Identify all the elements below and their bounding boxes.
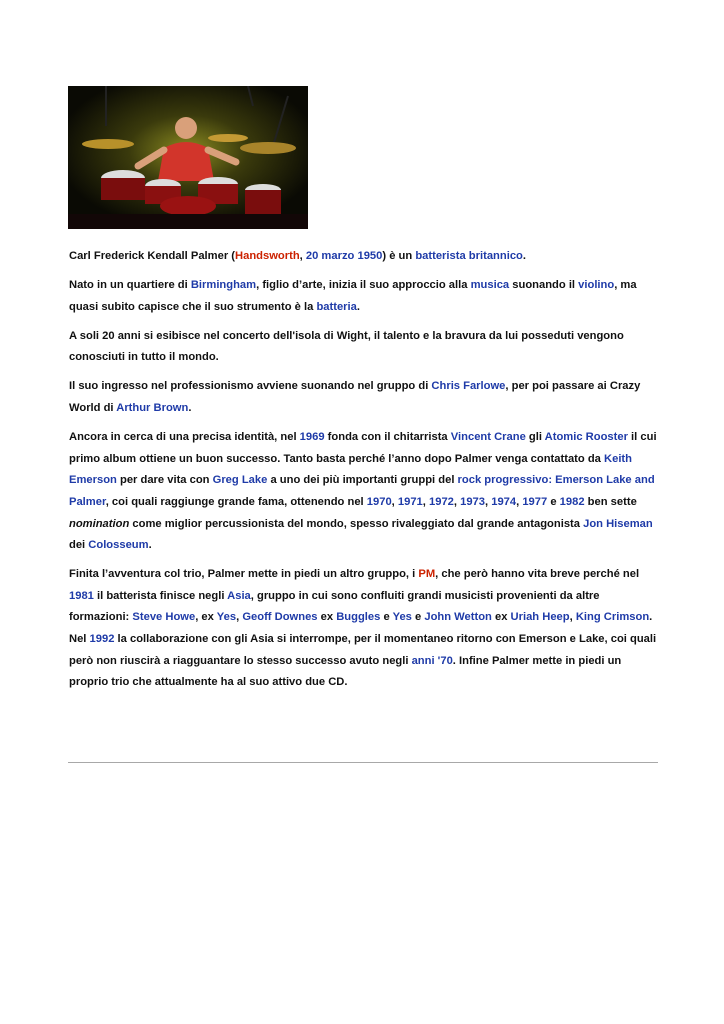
link-text[interactable]: Yes	[392, 611, 412, 624]
paragraph-text: Nato in un quartiere di	[69, 279, 191, 292]
paragraph-text: ex	[317, 611, 337, 624]
paragraph-text: ,	[299, 250, 306, 262]
paragraph-text: il cui primo album ottiene un buon successo. Tanto basta perché l’anno dopo Palmer venga contattato da	[69, 431, 657, 465]
link-text[interactable]: 1974	[491, 495, 517, 508]
paragraph-text: , figlio d’arte, inizia il suo approccio alla	[256, 279, 471, 292]
paragraph-text: ben sette	[584, 495, 637, 508]
paragraph-text: e	[547, 495, 560, 508]
link-text[interactable]: 1992	[89, 633, 115, 645]
paragraph-text: come miglior percussionista del mondo, spesso rivaleggiato dal grande antagonista	[129, 517, 584, 530]
link-text[interactable]: 1973	[460, 495, 485, 508]
link-text[interactable]: Vincent Crane	[450, 431, 526, 444]
paragraph-text: fonda con il chitarrista	[324, 431, 451, 444]
paragraph	[69, 376, 659, 419]
paragraph-text: gli	[525, 431, 545, 444]
paragraph-text: ,	[516, 495, 523, 508]
link-text[interactable]: batterista britannico	[415, 250, 523, 262]
link-text[interactable]: Uriah Heep	[510, 611, 570, 624]
link-text[interactable]: Jon Hiseman	[583, 517, 653, 530]
paragraph-text: .	[522, 250, 526, 262]
horizontal-divider	[68, 762, 658, 763]
paragraph-text: , che però hanno vita breve perché nel	[435, 568, 640, 581]
paragraph-text: dei	[69, 539, 89, 552]
paragraph-text: ,	[236, 611, 243, 624]
link-text[interactable]: musica	[470, 279, 510, 292]
paragraph-text: il batterista finisce negli	[93, 589, 228, 602]
link-text[interactable]: Greg Lake	[212, 474, 268, 487]
link-text[interactable]: Keith Emerson	[69, 452, 632, 487]
paragraph-text: Carl Frederick Kendall Palmer (	[69, 250, 236, 262]
link-text[interactable]: 1970	[366, 495, 392, 508]
drummer-photo	[68, 86, 308, 229]
italic-text: nomination	[69, 517, 130, 530]
paragraph-text: , gruppo in cui sono confluiti grandi musicisti provenienti da altre formazioni:	[69, 589, 600, 624]
link-text[interactable]: violino	[578, 279, 615, 292]
link-text[interactable]: PM	[418, 568, 436, 581]
link-text[interactable]: John Wetton	[424, 611, 492, 624]
link-text[interactable]: 1971	[397, 495, 423, 508]
link-text[interactable]: rock progressivo	[457, 474, 549, 487]
link-text[interactable]: 1977	[522, 495, 548, 508]
link-text[interactable]: Atomic Rooster	[544, 431, 628, 444]
paragraph	[69, 564, 659, 694]
paragraph-text: . Nel	[69, 611, 653, 645]
paragraph	[69, 275, 659, 318]
paragraph-text: A soli 20 anni si esibisce nel concerto dell'isola di Wight, il talento e la bravura da lui posseduti vengono conosciuti in tutto il mondo.	[69, 329, 624, 364]
paragraph-text: , ma quasi subito capisce che il suo strumento è la	[69, 279, 637, 313]
paragraph-text: e	[380, 611, 393, 624]
paragraph-text: ,	[453, 495, 461, 508]
paragraph-text: per dare vita con	[116, 474, 213, 487]
paragraph-text: la collaborazione con gli Asia si interrompe, per il momentaneo ritorno con Emerson e Lake, coi quali però non riuscirà a riagguantare lo stesso successo avuto negli	[69, 633, 657, 667]
paragraph-text: e	[411, 611, 425, 624]
link-text[interactable]: Geoff Downes	[242, 611, 318, 624]
paragraph-text: ,	[422, 495, 429, 508]
link-text[interactable]: 1982	[559, 495, 585, 508]
link-text[interactable]: :	[548, 474, 556, 487]
paragraph-text: .	[188, 402, 192, 415]
paragraph-text: a uno dei più importanti gruppi del	[267, 474, 458, 487]
link-text[interactable]: 20 marzo 1950	[305, 250, 383, 262]
link-text[interactable]: Emerson Lake and Palmer	[69, 474, 655, 508]
link-text[interactable]: Arthur Brown	[116, 402, 189, 415]
paragraph-text: , ex	[195, 611, 217, 624]
link-text[interactable]: anni '70	[411, 654, 453, 667]
link-text[interactable]: 1969	[299, 431, 325, 444]
paragraph-text: Finita l’avventura col trio, Palmer mette in piedi un altro gruppo, i	[69, 568, 419, 581]
paragraph-text: ) è un	[382, 250, 416, 262]
paragraph-text: .	[356, 300, 360, 313]
link-text[interactable]: Birmingham	[190, 279, 257, 292]
paragraph-text: , coi quali raggiunge grande fama, ottenendo nel	[105, 495, 367, 508]
drummer-photo-icon	[68, 86, 308, 229]
paragraph-text: ,	[485, 495, 492, 508]
paragraph-text: ex	[491, 611, 511, 624]
paragraph	[69, 246, 659, 268]
article-body	[69, 246, 659, 701]
link-text[interactable]: Buggles	[336, 611, 381, 624]
link-text[interactable]: Asia	[227, 589, 251, 602]
link-text[interactable]: Steve Howe	[132, 611, 196, 624]
link-text[interactable]: Colosseum	[88, 539, 149, 552]
paragraph-text: .	[148, 539, 152, 552]
paragraph-text: ,	[391, 495, 398, 508]
link-text[interactable]: Handsworth	[235, 250, 300, 262]
link-text[interactable]: batteria	[316, 300, 357, 313]
paragraph	[69, 326, 659, 369]
paragraph-text: suonando il	[509, 279, 579, 292]
paragraph-text: . Infine Palmer mette in piedi un proprio trio che attualmente ha al suo attivo due CD.	[69, 654, 622, 689]
paragraph-text: , per poi passare ai Crazy World di	[69, 380, 641, 415]
link-text[interactable]: Yes	[216, 611, 237, 624]
paragraph-text: ,	[569, 611, 576, 624]
paragraph-text: Il suo ingresso nel professionismo avviene suonando nel gruppo di	[69, 380, 432, 393]
link-text[interactable]: 1972	[429, 495, 454, 508]
paragraph-text: Ancora in cerca di una precisa identità, nel	[69, 431, 300, 444]
paragraph	[69, 427, 659, 557]
link-text[interactable]: King Crimson	[575, 611, 650, 624]
link-text[interactable]: Chris Farlowe	[431, 380, 506, 393]
link-text[interactable]: 1981	[69, 589, 94, 602]
